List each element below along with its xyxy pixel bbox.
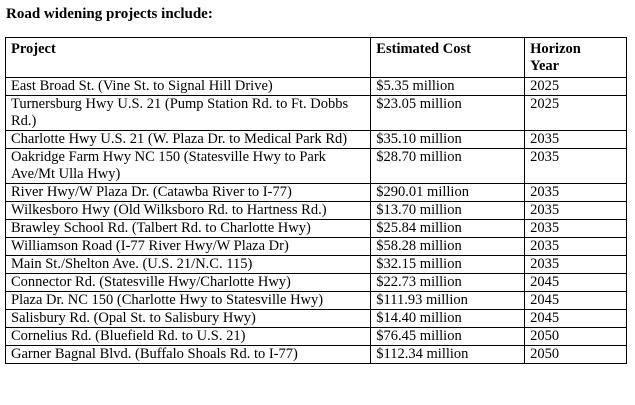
table-row [6, 220, 627, 238]
table-row [6, 274, 627, 292]
project-cell: Williamson Road (I-77 River Hwy/W Plaza Dr) [6, 238, 371, 256]
horizon-year-cell: 2035 [525, 149, 627, 184]
table-row [6, 310, 627, 328]
estimated-cost-cell: $14.40 million [371, 310, 525, 328]
project-cell: Salisbury Rd. (Opal St. to Salisbury Hwy) [6, 310, 371, 328]
table-row [6, 96, 627, 131]
estimated-cost-cell: $23.05 million [371, 96, 525, 131]
table-row [6, 202, 627, 220]
project-cell: Oakridge Farm Hwy NC 150 (Statesville Hwy to Park Ave/Mt Ulla Hwy) [6, 149, 371, 184]
table-row [6, 256, 627, 274]
horizon-year-cell: 2025 [525, 78, 627, 96]
cost-column-header: Estimated Cost [371, 38, 525, 78]
horizon-year-cell: 2035 [525, 131, 627, 149]
horizon-year-cell: 2035 [525, 184, 627, 202]
horizon-year-cell: 2035 [525, 202, 627, 220]
project-cell: River Hwy/W Plaza Dr. (Catawba River to I-77) [6, 184, 371, 202]
table-row [6, 184, 627, 202]
project-cell: Cornelius Rd. (Bluefield Rd. to U.S. 21) [6, 328, 371, 346]
table-row [6, 131, 627, 149]
estimated-cost-cell: $32.15 million [371, 256, 525, 274]
estimated-cost-cell: $5.35 million [371, 78, 525, 96]
project-cell: Plaza Dr. NC 150 (Charlotte Hwy to Statesville Hwy) [6, 292, 371, 310]
estimated-cost-cell: $22.73 million [371, 274, 525, 292]
project-column-header: Project [6, 38, 371, 78]
project-cell: Wilkesboro Hwy (Old Wilksboro Rd. to Hartness Rd.) [6, 202, 371, 220]
estimated-cost-cell: $290.01 million [371, 184, 525, 202]
road-projects-table [5, 37, 627, 364]
horizon-year-cell: 2045 [525, 292, 627, 310]
table-header-row [6, 38, 627, 78]
horizon-year-cell: 2035 [525, 256, 627, 274]
project-cell: Turnersburg Hwy U.S. 21 (Pump Station Rd. to Ft. Dobbs Rd.) [6, 96, 371, 131]
horizon-year-cell: 2050 [525, 346, 627, 364]
project-cell: East Broad St. (Vine St. to Signal Hill Drive) [6, 78, 371, 96]
horizon-year-cell: 2050 [525, 328, 627, 346]
horizon-year-header-line2: Year [530, 58, 560, 74]
table-row [6, 149, 627, 184]
project-cell: Brawley School Rd. (Talbert Rd. to Charlotte Hwy) [6, 220, 371, 238]
table-row [6, 346, 627, 364]
horizon-year-column-header [525, 38, 627, 78]
table-row [6, 78, 627, 96]
table-row [6, 328, 627, 346]
document-heading: Road widening projects include: [6, 6, 213, 22]
project-cell: Main St./Shelton Ave. (U.S. 21/N.C. 115) [6, 256, 371, 274]
estimated-cost-cell: $13.70 million [371, 202, 525, 220]
estimated-cost-cell: $28.70 million [371, 149, 525, 184]
horizon-year-cell: 2045 [525, 274, 627, 292]
project-cell: Charlotte Hwy U.S. 21 (W. Plaza Dr. to Medical Park Rd) [6, 131, 371, 149]
horizon-year-cell: 2035 [525, 238, 627, 256]
estimated-cost-cell: $58.28 million [371, 238, 525, 256]
table-row [6, 238, 627, 256]
horizon-year-cell: 2035 [525, 220, 627, 238]
project-cell: Connector Rd. (Statesville Hwy/Charlotte Hwy) [6, 274, 371, 292]
estimated-cost-cell: $76.45 million [371, 328, 525, 346]
table-row [6, 292, 627, 310]
estimated-cost-cell: $35.10 million [371, 131, 525, 149]
project-cell: Garner Bagnal Blvd. (Buffalo Shoals Rd. to I-77) [6, 346, 371, 364]
estimated-cost-cell: $25.84 million [371, 220, 525, 238]
horizon-year-header-line1: Horizon [530, 41, 581, 57]
horizon-year-cell: 2025 [525, 96, 627, 131]
estimated-cost-cell: $111.93 million [371, 292, 525, 310]
horizon-year-cell: 2045 [525, 310, 627, 328]
estimated-cost-cell: $112.34 million [371, 346, 525, 364]
